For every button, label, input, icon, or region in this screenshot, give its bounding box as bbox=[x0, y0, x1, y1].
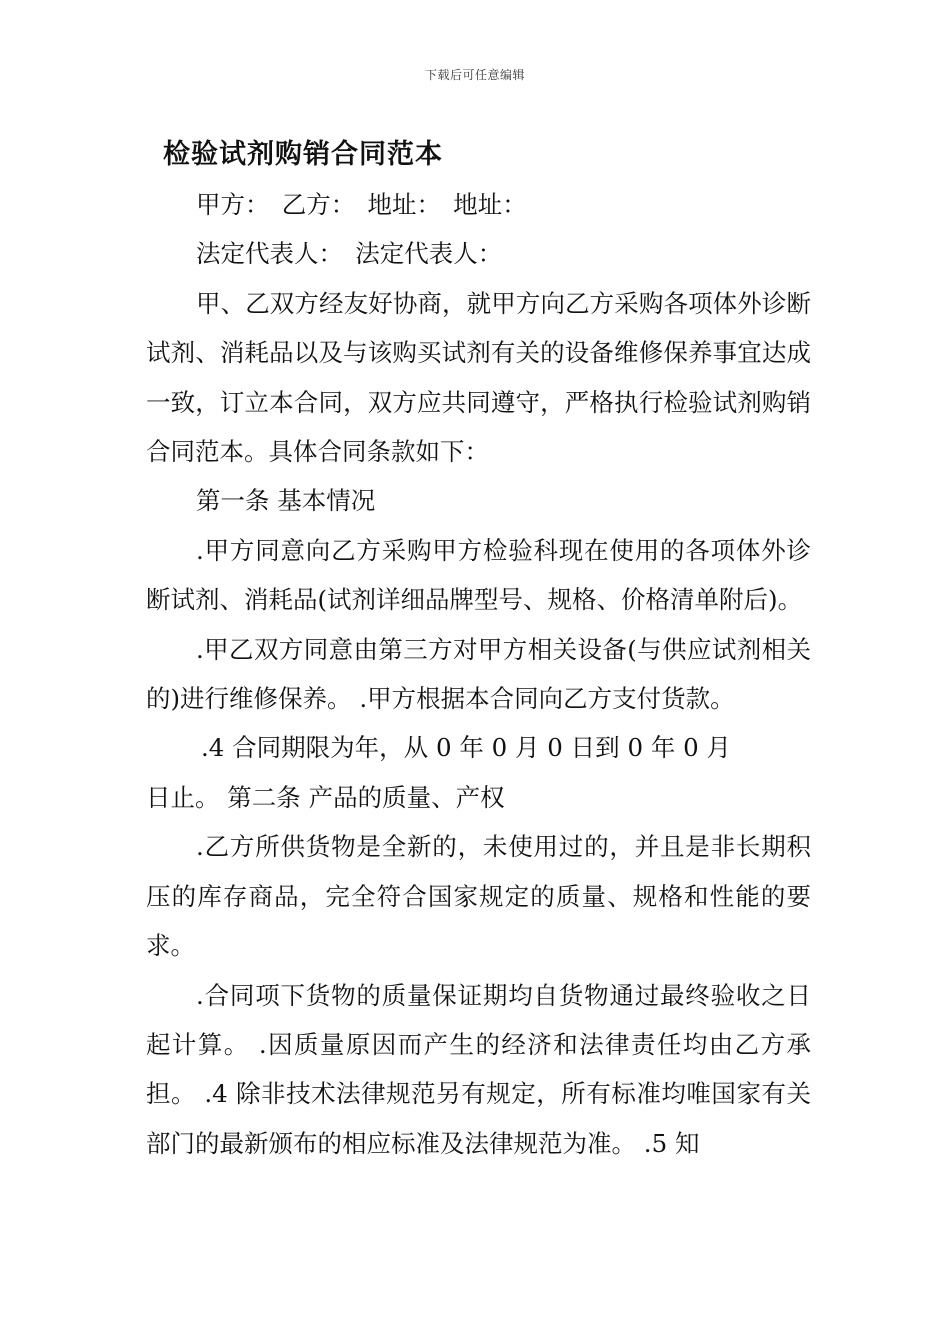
representatives-line: 法定代表人： 法定代表人： bbox=[196, 239, 503, 269]
clause-1-4-line1: .4 合同期限为年，从 0 年 0 月 0 日到 0 年 0 月 bbox=[201, 733, 731, 763]
intro-paragraph: 甲、乙双方经友好协商，就甲方向乙方采购各项体外诊断试剂、消耗品以及与该购买试剂有关的设备维修保养事宜达成一致，订立本合同，双方应共同遵守，严格执行检验试剂购销合同范本。具体合同条款如下： bbox=[146, 288, 811, 467]
clause-1-2: .甲乙双方同意由第三方对甲方相关设备(与供应试剂相关的)进行维修保养。 .甲方根据本合同向乙方支付货款。 bbox=[146, 634, 811, 714]
document-body bbox=[146, 180, 811, 1168]
clause-1-4-line2: 日止。 第二条 产品的质量、产权 bbox=[146, 782, 505, 812]
page-title: 检验试剂购销合同范本 bbox=[163, 139, 443, 170]
clause-1-1: .甲方同意向乙方采购甲方检验科现在使用的各项体外诊断试剂、消耗品(试剂详细品牌型号、规格、价格清单附后)。 bbox=[146, 535, 811, 615]
header-note: 下载后可任意编辑 bbox=[424, 68, 525, 82]
clause-2-1: .乙方所供货物是全新的，未使用过的，并且是非长期积压的库存商品，完全符合国家规定的质量、规格和性能的要求。 bbox=[146, 832, 811, 961]
clause-1-4 bbox=[146, 723, 811, 822]
clause-2-2: .合同项下货物的质量保证期均自货物通过最终验收之日起计算。 .因质量原因而产生的经济和法律责任均由乙方承担。 .4 除非技术法律规范另有规定，所有标准均唯国家有关部门的最新颁布的相应标准及法律规范为准。 .5 知 bbox=[146, 980, 811, 1158]
article-1-heading: 第一条 基本情况 bbox=[196, 486, 376, 516]
parties-line: 甲方： 乙方： 地址： 地址： bbox=[196, 190, 527, 219]
